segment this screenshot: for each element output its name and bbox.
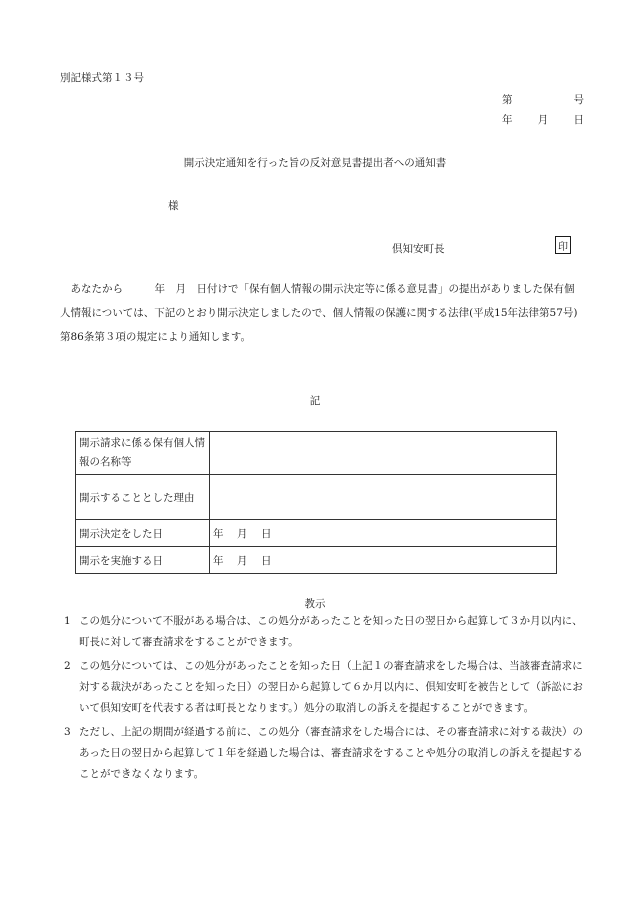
ki-heading: 記: [309, 395, 321, 407]
table-row: [76, 520, 557, 547]
document-number-suffix: 号: [573, 94, 584, 106]
instruction-text: ただし、上記の期間が経過する前に、この処分（審査請求をした場合には、その審査請求に対する裁決）のあった日の翌日から起算して１年を経過した場合は、審査請求をすることや処分の取消しの訴えを提起することができなくなります。: [79, 726, 583, 780]
document-title: 開示決定通知を行った旨の反対意見書提出者への通知書: [183, 157, 447, 169]
table-label: 開示決定をした日: [76, 520, 210, 547]
disclosure-info-table: [75, 431, 557, 574]
body-paragraph: あなたから 年 月 日付けで「保有個人情報の開示決定等に係る意見書」の提出がありました保有個人情報については、下記のとおり開示決定しましたので、個人情報の保護に関する法律(平成15年法律第57号)第86条第３項の規定により通知します。: [60, 283, 578, 343]
instruction-number: 1: [64, 615, 71, 627]
table-row: [76, 475, 557, 520]
seal-mark: [555, 236, 571, 254]
document-date: [502, 112, 584, 127]
date-year: 年: [213, 527, 224, 540]
table-row: [76, 432, 557, 475]
date-month: 月: [537, 114, 549, 126]
form-number-label: 別記様式第１３号: [60, 72, 144, 84]
table-date-value: [210, 547, 557, 574]
table-value: [210, 432, 557, 475]
document-number: [502, 92, 584, 107]
instruction-text: この処分については、この処分があったことを知った日（上記１の審査請求をした場合は、当該審査請求に対する裁決があったことを知った日）の翌日から起算して６か月以内に、倶知安町を被告として（訴訟において倶知安町を代表する者は町長となります。）処分の取消しの訴えを提起することができます。: [79, 660, 583, 714]
date-day: 日: [573, 114, 584, 126]
instruction-text: この処分について不服がある場合は、この処分があったことを知った日の翌日から起算して３か月以内に、町長に対して審査請求をすることができます。: [79, 615, 583, 648]
instruction-number: 2: [64, 660, 71, 672]
table-value: [210, 475, 557, 520]
table-label: 開示することとした理由: [76, 475, 210, 520]
recipient-honorific: 様: [168, 200, 179, 212]
table-row: [76, 547, 557, 574]
document-number-prefix: 第: [502, 94, 513, 106]
instructions-list: [64, 608, 584, 785]
date-month: 月: [237, 527, 248, 540]
date-year: 年: [502, 114, 513, 126]
date-day: 日: [261, 554, 272, 567]
seal-label: 印: [558, 241, 568, 253]
instruction-number: 3: [64, 726, 71, 738]
sender-name: 倶知安町長: [392, 243, 445, 255]
instruction-item: [64, 611, 584, 653]
instruction-item: [64, 656, 584, 719]
table-date-value: [210, 520, 557, 547]
date-day: 日: [261, 527, 272, 540]
table-label: 開示を実施する日: [76, 547, 210, 574]
instruction-item: [64, 722, 584, 785]
date-month: 月: [237, 554, 248, 567]
instructions-title: 教示: [304, 598, 326, 610]
date-year: 年: [213, 554, 224, 567]
table-label: 開示請求に係る保有個人情報の名称等: [76, 432, 210, 475]
